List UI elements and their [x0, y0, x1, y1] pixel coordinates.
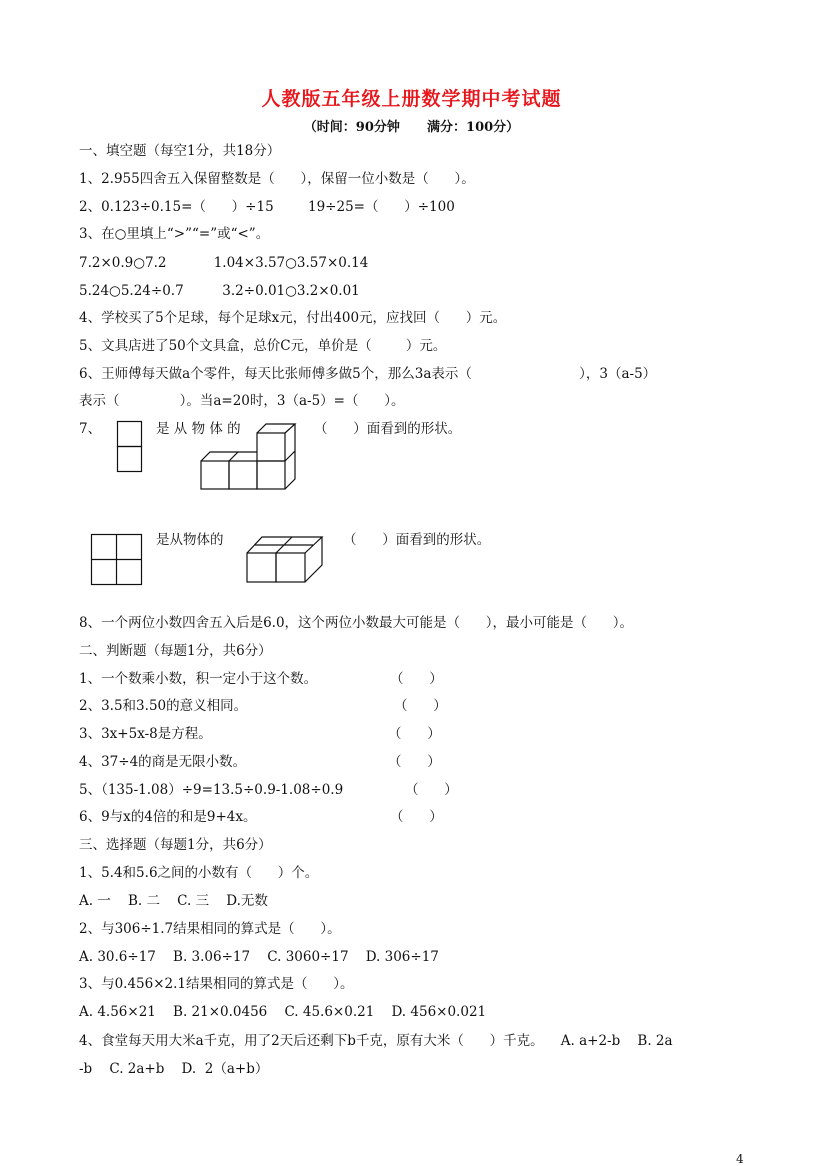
question-1-4: 4、学校买了5个足球，每个足球x元，付出400元，应找回（ ）元。 [79, 310, 507, 326]
question-1-7-text-b: （ ）面看到的形状。 [314, 421, 462, 437]
question-1-7-text-c: 是从物体的 [156, 532, 224, 548]
question-1-3-row-1: 7.2×0.9○7.2 1.04×3.57○3.57×0.14 [79, 255, 369, 271]
choice-2: 2、与306÷1.7结果相同的算式是（ ）。 [79, 921, 341, 937]
section-2-heading: 二、判断题（每题1分，共6分） [79, 643, 272, 659]
choice-3: 3、与0.456×2.1结果相同的算式是（ ）。 [79, 976, 354, 992]
section-1-heading: 一、填空题（每空1分，共18分） [79, 143, 281, 159]
question-1-5: 5、文具店进了50个文具盒，总价C元，单价是（ ）元。 [79, 338, 447, 354]
question-1-7-text-d: （ ）面看到的形状。 [343, 532, 491, 548]
judge-1: 1、一个数乘小数，积一定小于这个数。 [79, 671, 318, 687]
judge-4-blank: （ ） [388, 754, 441, 770]
question-1-3-row-2: 5.24○5.24÷0.7 3.2÷0.01○3.2×0.01 [79, 283, 360, 299]
cube-stack-figure [200, 421, 298, 491]
judge-2-blank: （ ） [394, 698, 447, 714]
judge-5-blank: （ ） [405, 782, 458, 798]
cube-block-figure [246, 532, 326, 584]
question-1-3: 3、在○里填上“>”“=”或“<”。 [79, 226, 270, 242]
question-1-7-label: 7、 [79, 421, 102, 437]
section-3-heading: 三、选择题（每题1分，共6分） [79, 837, 272, 853]
question-1-1: 1、2.955四舍五入保留整数是（ ），保留一位小数是（ ）。 [79, 171, 475, 187]
judge-3-blank: （ ） [388, 726, 441, 742]
question-1-8: 8、一个两位小数四舍五入后是6.0，这个两位小数最大可能是（ ），最小可能是（ ）。 [79, 615, 634, 631]
page-number: 4 [736, 1152, 744, 1166]
judge-1-blank: （ ） [390, 671, 443, 687]
question-1-6-line-2: 表示（ ）。当a=20时，3（a-5）=（ ）。 [79, 393, 405, 409]
judge-5: 5、（135-1.08）÷9=13.5÷0.9-1.08÷0.9 [79, 782, 344, 798]
judge-4: 4、37÷4的商是无限小数。 [79, 754, 247, 770]
question-1-2: 2、0.123÷0.15=（ ）÷15 19÷25=（ ）÷100 [79, 199, 455, 215]
judge-6-blank: （ ） [390, 809, 443, 825]
front-view-vertical-squares [117, 421, 142, 473]
judge-6: 6、9与x的4倍的和是9+4x。 [79, 809, 257, 825]
choice-1-options: A. 一 B. 二 C. 三 D.无数 [79, 893, 268, 909]
choice-2-options: A. 30.6÷17 B. 3.06÷17 C. 3060÷17 D. 306÷17 [79, 949, 439, 965]
choice-4: 4、食堂每天用大米a千克，用了2天后还剩下b千克，原有大米（ ）千克。 A. a+2-b B. 2a [79, 1033, 673, 1049]
question-1-7-text-a: 是 从 物 体 的 [156, 421, 241, 437]
question-1-6-line-1: 6、王师傅每天做a个零件，每天比张师傅多做5个，那么3a表示（ ），3（a-5） [79, 366, 657, 382]
exam-subtitle: （时间：90分钟 满分：100分） [303, 120, 520, 135]
judge-3: 3、3x+5x-8是方程。 [79, 726, 212, 742]
choice-1: 1、5.4和5.6之间的小数有（ ）个。 [79, 865, 319, 881]
choice-3-options: A. 4.56×21 B. 21×0.0456 C. 45.6×0.21 D. 456×0.021 [79, 1004, 487, 1020]
judge-2: 2、3.5和3.50的意义相同。 [79, 698, 248, 714]
exam-title: 人教版五年级上册数学期中考试题 [261, 88, 562, 110]
view-2x2-squares [91, 534, 143, 586]
choice-4-options: -b C. 2a+b D. 2（a+b） [79, 1061, 269, 1077]
